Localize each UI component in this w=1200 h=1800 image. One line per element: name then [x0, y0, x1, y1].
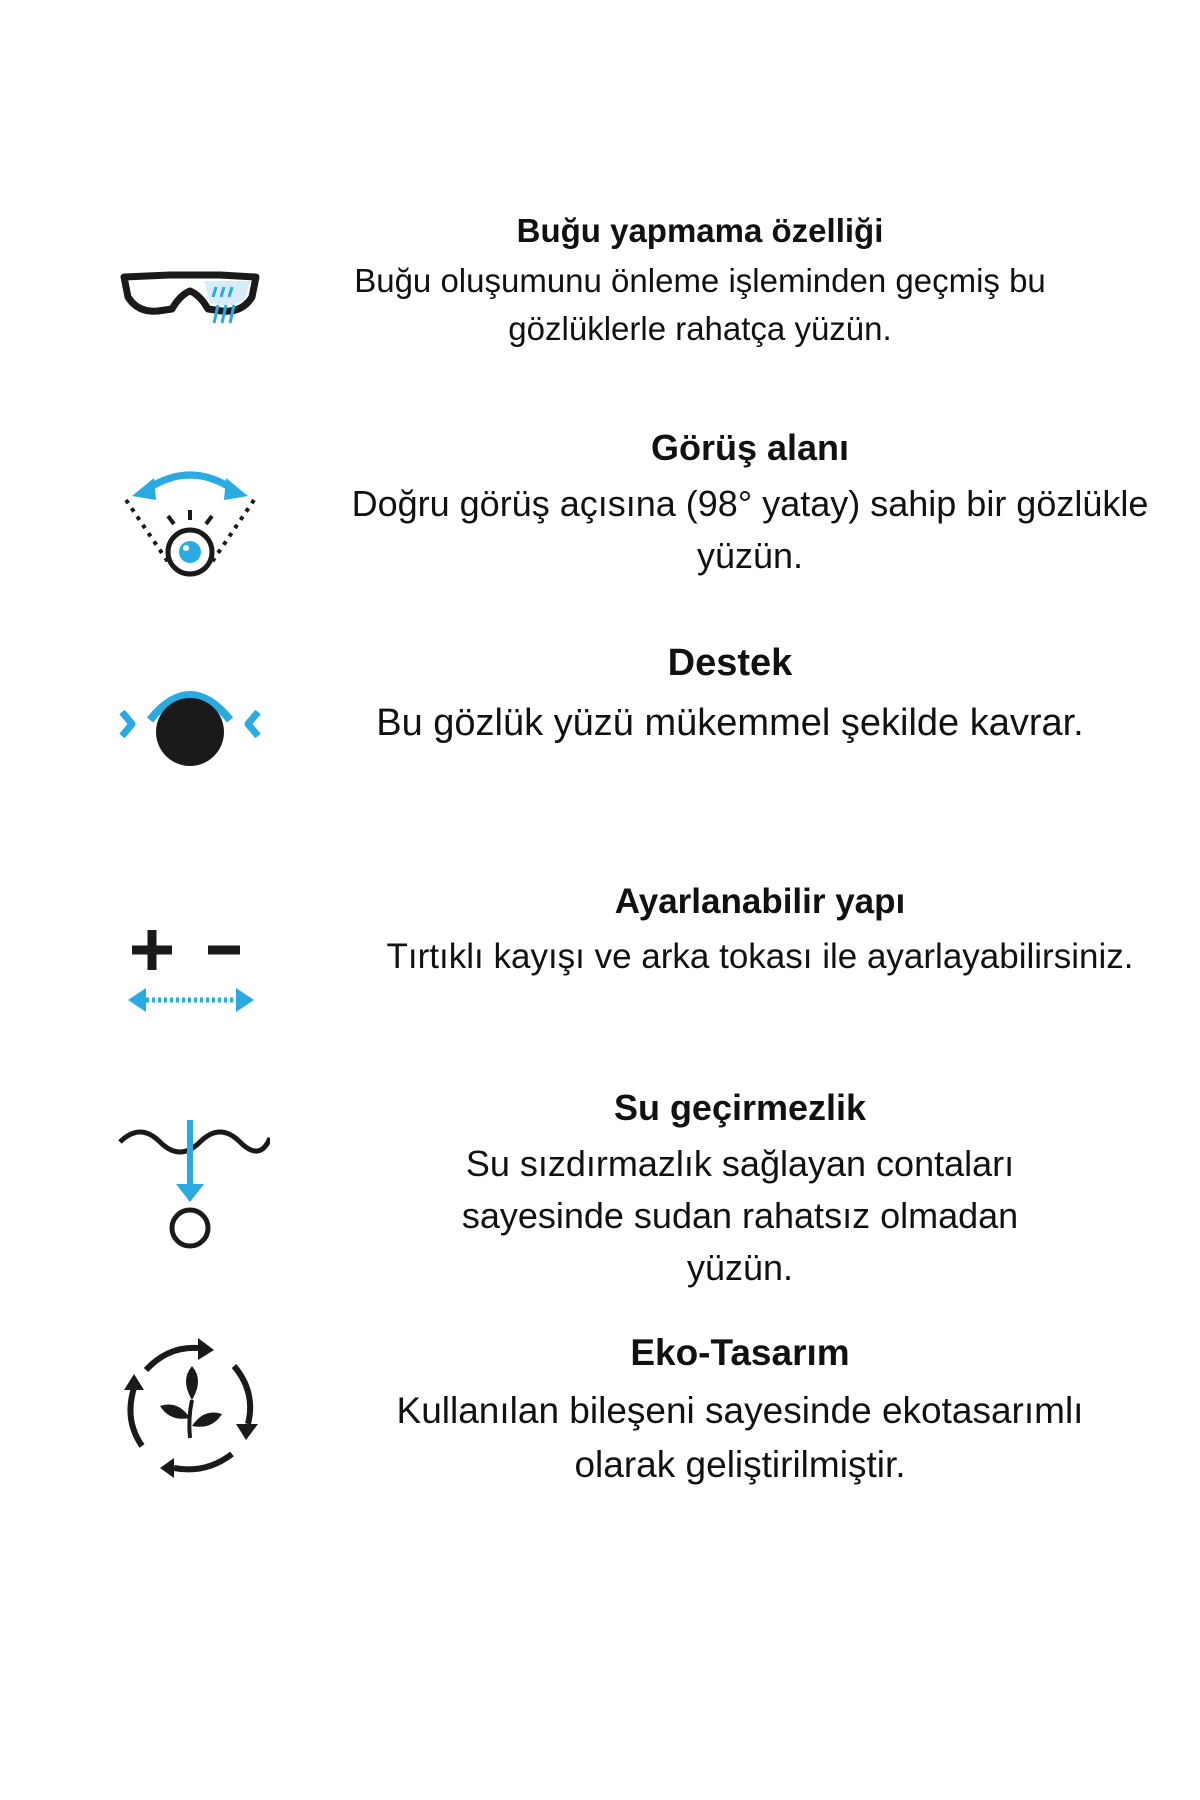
feature-title: Ayarlanabilir yapı: [614, 882, 906, 921]
feature-description: Doğru görüş açısına (98° yatay) sahip bir gözlükle yüzün.: [351, 483, 1149, 577]
anti-fog-glasses-icon: [110, 225, 270, 375]
eco-design-leaf-icon: [110, 1330, 270, 1480]
feature-description: Kullanılan bileşeni sayesinde ekotasarımlı olarak geliştirilmiştir.: [396, 1390, 1084, 1485]
adjustable-plus-minus-icon: [110, 890, 270, 1040]
feature-title: Görüş alanı: [650, 427, 850, 468]
feature-title: Buğu yapmama özelliği: [516, 212, 884, 249]
feature-description: Su sızdırmazlık sağlayan contaları sayesinde sudan rahatsız olmadan yüzün.: [461, 1143, 1019, 1289]
support-grip-icon: [110, 650, 270, 800]
feature-description: Buğu oluşumunu önleme işleminden geçmiş bu gözlüklerle rahatça yüzün.: [354, 262, 1046, 348]
field-of-view-eye-icon: [110, 440, 270, 590]
feature-title: Destek: [667, 642, 793, 684]
feature-title: Su geçirmezlik: [613, 1087, 867, 1128]
waterproof-icon: [110, 1100, 270, 1250]
feature-description: Tırtıklı kayışı ve arka tokası ile ayarlayabilirsiniz.: [386, 936, 1134, 976]
feature-title: Eko-Tasarım: [630, 1332, 850, 1373]
feature-description: Bu gözlük yüzü mükemmel şekilde kavrar.: [376, 701, 1084, 744]
